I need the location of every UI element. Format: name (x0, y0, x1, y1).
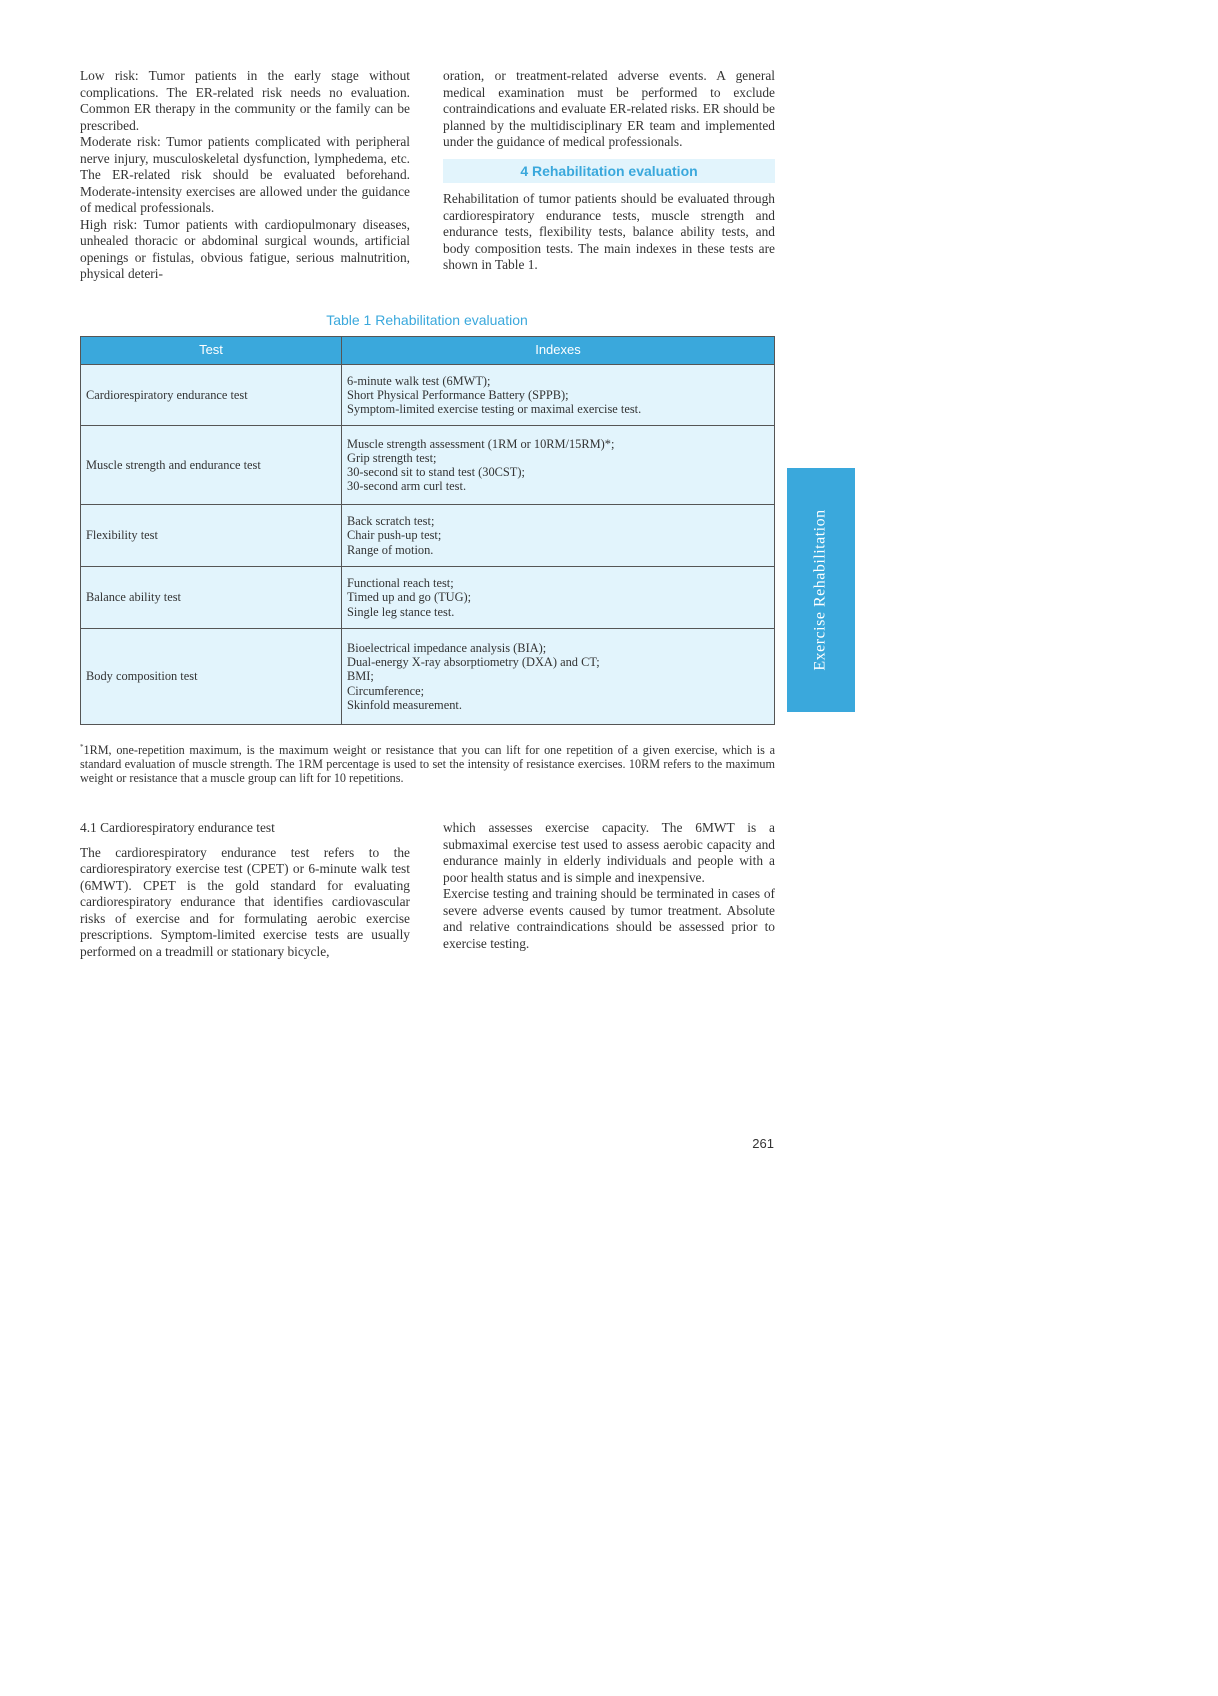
paragraph-low-risk: Low risk: Tumor patients in the early stage without complications. The ER-related risk needs no evaluation. Common ER therapy in the community or the family can be prescribed. (80, 68, 410, 133)
index-item: Grip strength test; (347, 450, 437, 465)
cell-test: Balance ability test (81, 567, 342, 629)
table-row (81, 629, 775, 725)
cell-test: Body composition test (81, 629, 342, 725)
footnote-text: 1RM, one-repetition maximum, is the maximum weight or resistance that you can lift for one repetition of a given exercise, which is a standard evaluation of muscle strength. The 1RM percentage is used to set the intensity of resistance exercises. 10RM refers to the maximum weight or resistance that a muscle group can lift for 10 repetitions. (80, 743, 775, 786)
header-indexes: Indexes (342, 337, 775, 365)
index-item: Bioelectrical impedance analysis (BIA); (347, 640, 547, 655)
paragraph-exercise-testing: Exercise testing and training should be terminated in cases of severe adverse events caused by tumor treatment. Absolute and relative contraindications should be assessed prior to exercise testing. (443, 886, 775, 951)
left-column-bottom (80, 820, 410, 960)
table-row (81, 426, 775, 505)
cell-test: Cardiorespiratory endurance test (81, 365, 342, 426)
left-column-top (80, 68, 410, 283)
right-column-bottom (443, 820, 775, 952)
page-number: 261 (752, 1136, 774, 1151)
cell-indexes (342, 567, 775, 629)
paragraph-evaluation: Rehabilitation of tumor patients should be evaluated through cardiorespiratory endurance tests, muscle strength and endurance tests, flexibility tests, balance ability tests, and body composition tests. The main indexes in these tests are shown in Table 1. (443, 191, 775, 272)
table-title: Table 1 Rehabilitation evaluation (326, 312, 528, 328)
paragraph-cardio-test: The cardiorespiratory endurance test refers to the cardiorespiratory exercise test (CPET) or 6-minute walk test (6MWT). CPET is the gold standard for evaluating cardiorespiratory endurance that identifies cardiovascular risks of exercise and for formulating aerobic exercise prescriptions. Symptom-limited exercise tests are usually performed on a treadmill or stationary bicycle, (80, 844, 410, 959)
cell-indexes (342, 505, 775, 567)
index-item: BMI; (347, 669, 374, 684)
section-side-tab (787, 468, 855, 712)
cell-test: Flexibility test (81, 505, 342, 567)
paragraph-high-risk: High risk: Tumor patients with cardiopulmonary diseases, unhealed thoracic or abdominal surgical wounds, artificial openings or fistulas, obvious fatigue, serious malnutrition, physical deteri- (80, 216, 410, 281)
side-tab-label: Exercise Rehabilitation (812, 509, 830, 671)
index-item: Timed up and go (TUG); (347, 590, 472, 605)
index-item: Muscle strength assessment (1RM or 10RM/15RM)*; (347, 436, 615, 451)
index-item: Dual-energy X-ray absorptiometry (DXA) and CT; (347, 655, 600, 670)
index-item: Functional reach test; (347, 576, 454, 591)
index-item: Short Physical Performance Battery (SPPB); (347, 387, 569, 402)
table-header-row (81, 337, 775, 365)
paragraph-6mwt: which assesses exercise capacity. The 6MWT is a submaximal exercise test used to assess aerobic capacity and endurance mainly in elderly individuals and people with a poor health status and is simple and inexpensive. (443, 820, 775, 885)
index-item: Chair push-up test; (347, 528, 442, 543)
index-item: Circumference; (347, 683, 425, 698)
subsection-heading: 4.1 Cardiorespiratory endurance test (80, 820, 275, 835)
table-row (81, 365, 775, 426)
table-row (81, 505, 775, 567)
index-item: Symptom-limited exercise testing or maximal exercise test. (347, 402, 642, 417)
cell-test: Muscle strength and endurance test (81, 426, 342, 505)
index-item: Range of motion. (347, 542, 434, 557)
paragraph-continuation: oration, or treatment-related adverse events. A general medical examination must be performed to exclude contraindications and evaluate ER-related risks. ER should be planned by the multidisciplinary ER team and implemented under the guidance of medical professionals. (443, 68, 775, 149)
index-item: 6-minute walk test (6MWT); (347, 373, 491, 388)
index-item: 30-second sit to stand test (30CST); (347, 465, 525, 479)
cell-indexes (342, 629, 775, 725)
header-test: Test (81, 337, 342, 365)
index-item: Skinfold measurement. (347, 697, 462, 712)
right-column-top (443, 68, 775, 274)
section-heading: 4 Rehabilitation evaluation (443, 159, 775, 184)
cell-indexes (342, 426, 775, 505)
table-row (81, 567, 775, 629)
paragraph-moderate-risk: Moderate risk: Tumor patients complicated with peripheral nerve injury, musculoskeletal dysfunction, lymphedema, etc. The ER-related risk should be evaluated beforehand. Moderate-intensity exercises are allowed under the guidance of medical professionals. (80, 134, 410, 215)
cell-indexes (342, 365, 775, 426)
index-item: Back scratch test; (347, 514, 435, 529)
evaluation-table (80, 336, 775, 725)
footnote-marker: * (80, 743, 84, 751)
table-footnote (80, 740, 775, 786)
index-item: 30-second arm curl test. (347, 479, 467, 494)
index-item: Single leg stance test. (347, 604, 455, 619)
